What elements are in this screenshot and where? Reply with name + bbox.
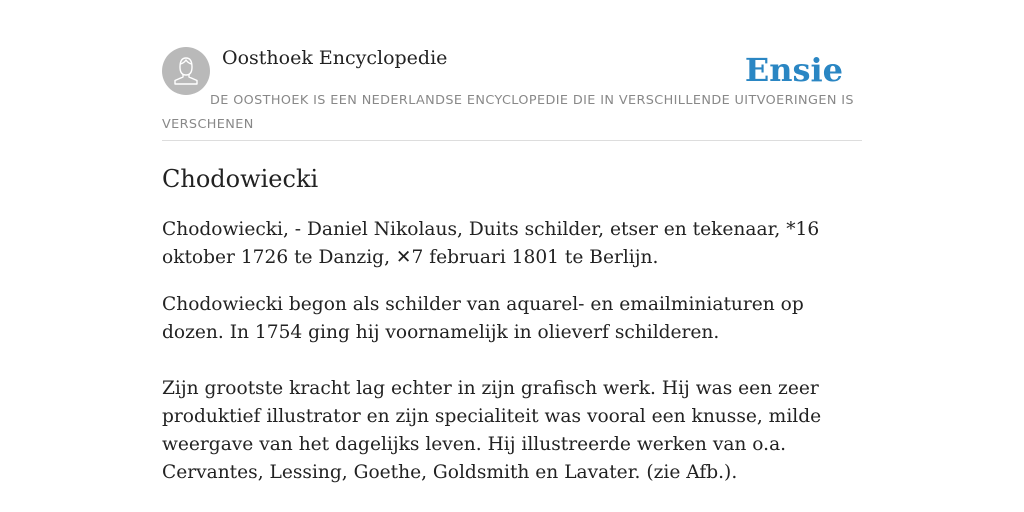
article-paragraph: Zijn grootste kracht lag echter in zijn grafisch werk. Hij was een zeer produktief illustrator en zijn specialiteit was vooral een knusse, milde weergave van het dagelijks leven. Hij illustreerde werken van o.a. Cervantes, Lessing, Goethe, Goldsmith en Lavater. (zie Afb.). <box>162 378 822 483</box>
article <box>162 164 852 506</box>
article-body <box>162 216 852 487</box>
brand-logo[interactable]: Ensie <box>744 51 843 89</box>
source-avatar[interactable] <box>162 47 210 95</box>
article-paragraph: Chodowiecki, - Daniel Nikolaus, Duits schilder, etser en tekenaar, *16 oktober 1726 te Danzig, ✕7 februari 1801 te Berlijn. <box>162 219 820 268</box>
article-paragraph: Chodowiecki begon als schilder van aquarel- en emailminiaturen op dozen. In 1754 ging hij voornamelijk in olieverf schilderen. <box>162 294 804 343</box>
source-header <box>162 46 862 141</box>
source-description: DE OOSTHOEK IS EEN NEDERLANDSE ENCYCLOPEDIE DIE IN VERSCHILLENDE UITVOERINGEN IS VERSCHENEN <box>162 93 854 132</box>
article-title: Chodowiecki <box>162 165 319 193</box>
user-icon <box>162 47 210 95</box>
source-title[interactable]: Oosthoek Encyclopedie <box>222 47 448 69</box>
